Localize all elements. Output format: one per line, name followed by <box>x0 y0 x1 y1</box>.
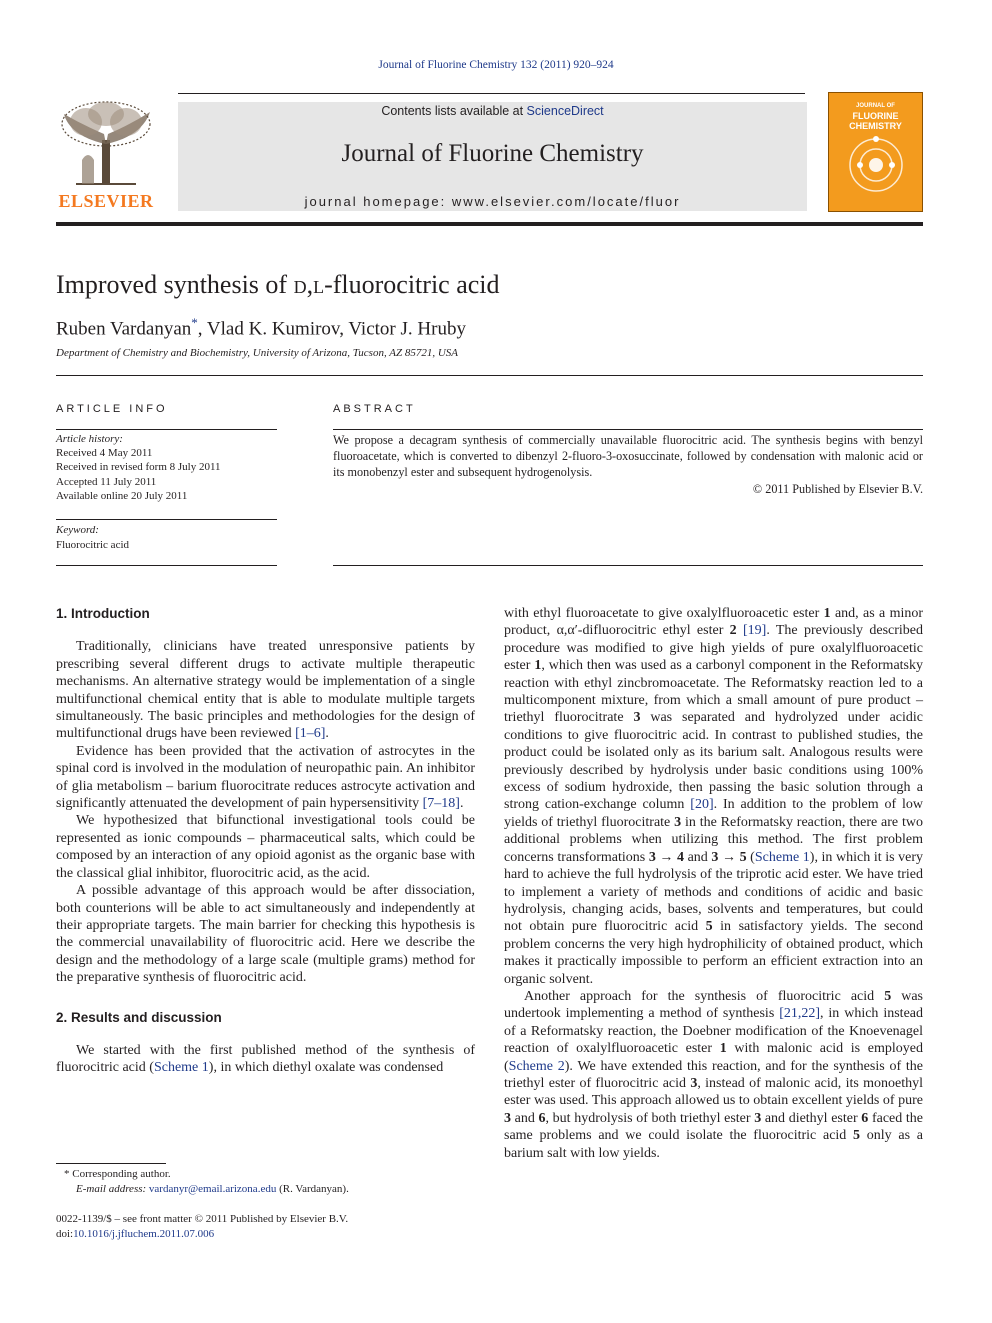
paragraph-text: ). We have extended this reaction, and for the synthesis of the triethyl ester of fluorocitric acid <box>504 1058 923 1091</box>
header-rule <box>56 222 923 226</box>
citation-link[interactable]: [21,22] <box>779 1006 821 1022</box>
history-label: Article history: <box>56 433 123 445</box>
elsevier-wordmark: ELSEVIER <box>58 191 154 211</box>
journal-title: Journal of Fluorine Chemistry <box>341 140 644 167</box>
compound-number: 3 <box>648 849 656 865</box>
email-label: E-mail address: <box>76 1182 147 1195</box>
section-heading: 1. Introduction <box>56 606 150 621</box>
paragraph-text: Traditionally, clinicians have treated unresponsive patients by prescribing several different drugs to activate multiple therapeutic mechanisms. An alternative strategy would be implementation of a single multifunctional chemical entity that is able to modulate multiple targets simultaneously. The basic principles and methodologies for the design of multifunctional drugs have been reviewed <box>56 639 475 742</box>
elsevier-logo[interactable] <box>56 100 156 212</box>
divider <box>333 565 923 566</box>
compound-number: 1 <box>534 658 542 674</box>
scheme-link[interactable]: Scheme 2 <box>508 1058 565 1074</box>
paragraph-text: . In addition to the problem of low yields of triethyl fluorocitrate <box>504 797 923 830</box>
section-heading: 2. Results and discussion <box>56 1009 222 1025</box>
doi-link[interactable]: 10.1016/j.jfluchem.2011.07.006 <box>73 1227 215 1240</box>
issn-line: 0022-1139/$ – see front matter © 2011 Published by Elsevier B.V. <box>56 1213 349 1225</box>
citation-link[interactable]: [19] <box>742 623 767 639</box>
title-part: Improved synthesis of <box>56 270 294 299</box>
arrow: → <box>659 849 674 865</box>
footnote-mark: * <box>64 1168 70 1180</box>
paragraph-text: We started with the first published method of the synthesis of fluorocitric acid ( <box>56 1042 475 1076</box>
front-matter <box>56 1212 348 1241</box>
author-names: , Vlad K. Kumirov, Victor J. Hruby <box>197 318 466 340</box>
paragraph: Evidence has been provided that the activation of astrocytes in the spinal cord is involved in the modulation of neuropathic pain. An inhibitor of glia metabolism – barium fluorocitrate reduces astrocyte activation and significantly attenuated the development of pain hypersensitivity [7–18]. <box>56 743 475 812</box>
corresponding-author-note <box>56 1167 349 1182</box>
paragraph-text: with malonic acid is employed ( <box>504 1041 924 1074</box>
journal-header <box>178 102 807 211</box>
paragraph-text: and <box>687 849 708 865</box>
footnote-rule <box>56 1163 166 1164</box>
paragraph <box>56 1042 475 1077</box>
compound-number: 5 <box>705 919 713 935</box>
compound-number: 3 <box>504 1110 511 1126</box>
scheme-link[interactable]: Scheme 1 <box>754 849 810 865</box>
history-item: Available online 20 July 2011 <box>56 489 188 502</box>
paragraph-text: ), in which it is very hard to achieve the full hydrolysis of the triprotic acid ester. We have tried to implement a variety of methods and conditions of acidic and basic hydrolysis, changing acids, bases, solvents and temperatures, but could not obtain pure fluorocitric acid <box>504 849 924 935</box>
footnote-text: Corresponding author. <box>72 1168 171 1180</box>
corresponding-author-mark[interactable]: * <box>191 315 198 330</box>
title-part: -fluorocitric acid <box>324 270 500 299</box>
paragraph-text: only as a barium salt with low yields. <box>504 1128 924 1161</box>
paragraph-text: was undertook implementing a method of synthesis <box>504 988 923 1022</box>
compound-number: 5 <box>884 988 892 1004</box>
paragraph-text: , in which instead of a Reformatsky reaction, the Doebner modification of the Knoevenagel reaction of oxalylfluoroacetic ester <box>504 1006 923 1057</box>
citation-link[interactable]: [1–6] <box>295 726 326 742</box>
paragraph-text: ), in which diethyl oxalate was condensed <box>208 1060 444 1076</box>
homepage-label: journal homepage: <box>304 194 452 209</box>
compound-number: 4 <box>677 849 684 865</box>
footnote <box>56 1167 349 1196</box>
compound-number: 1 <box>823 606 831 621</box>
abstract <box>333 432 923 497</box>
paragraph-text: . The previously described procedure was modified to give high yields of pure oxalylfluoroacetic ester <box>504 623 923 674</box>
compound-number: 3 <box>711 849 719 865</box>
compound-number: 3 <box>633 710 641 726</box>
title-smallcaps: d,l <box>293 270 325 299</box>
compound-number: 6 <box>538 1110 546 1126</box>
body-column-right <box>504 605 923 1162</box>
paragraph-text: Evidence has been provided that the activation of astrocytes in the spinal cord is involved in the modulation of neuropathic pain. An inhibitor of glia metabolism – barium fluorocitrate reduces astrocyte activation and significantly attenuated the development of pain hypersensitivity <box>56 743 475 812</box>
cover-title-line: JOURNAL OF <box>856 103 895 109</box>
top-rule <box>178 93 805 94</box>
email-line <box>56 1182 349 1197</box>
tree-icon <box>56 100 156 188</box>
compound-number: 3 <box>690 1075 698 1091</box>
paragraph-text: was separated and hydrolyzed under acidic conditions to give fluorocitric acid. In contrast to published studies, the product could be isolated only as its barium salt. Analogous results were previously described by hydrolysis under basic conditions using 100% excess of sodium hydroxide, then passing the basic solution through a strong cation-exchange column <box>504 710 923 813</box>
divider <box>56 565 277 566</box>
keyword-label: Keyword: <box>56 524 99 536</box>
abstract-copyright: © 2011 Published by Elsevier B.V. <box>752 481 923 496</box>
contents-prefix: Contents lists available at <box>381 104 527 118</box>
abstract-body: We propose a decagram synthesis of commercially unavailable fluorocitric acid. The synthesis begins with benzyl fluoroacetate, which is converted to dibenzyl 2-fluoro-3-oxosuccinate, followed by condensation with malonic acid or its monobenzyl ester and subsequent hydrogenolysis. <box>333 433 923 480</box>
journal-reference[interactable]: Journal of Fluorine Chemistry 132 (2011) 920–924 <box>378 59 614 71</box>
doi-label: doi: <box>56 1227 74 1240</box>
citation-link[interactable]: [7–18] <box>422 796 460 812</box>
atom-icon <box>846 135 906 195</box>
paragraph <box>504 605 923 988</box>
body-column-left <box>56 605 475 1077</box>
paragraph-text: and <box>514 1110 535 1126</box>
compound-number: 3 <box>674 814 682 830</box>
email-owner: (R. Vardanyan). <box>279 1182 349 1195</box>
paragraph-text: , instead of malonic acid, its monoethyl ester was used. This approach allowed us to obtain excellent yields of pure <box>504 1075 923 1109</box>
scheme-link[interactable]: Scheme 1 <box>153 1060 209 1076</box>
author-name: Ruben Vardanyan <box>56 318 192 340</box>
keyword: Fluorocitric acid <box>56 538 130 551</box>
paragraph-text: Another approach for the synthesis of fluorocitric acid <box>524 988 885 1004</box>
email-link[interactable]: vardanyr@email.arizona.edu <box>148 1182 277 1195</box>
paragraph: We hypothesized that bifunctional investigational tools could be represented as ionic compounds – pharmaceutical salts, which could be composed by an interaction of any opioid agonist as the organic base with the classical glial inhibitor, fluorocitric acid, as the acid. <box>56 813 475 881</box>
citation-link[interactable]: [20] <box>690 797 714 813</box>
sciencedirect-link[interactable]: ScienceDirect <box>526 104 604 118</box>
paragraph-text: with ethyl fluoroacetate to give oxalylfluoroacetic ester <box>504 606 824 621</box>
compound-number: 5 <box>853 1128 861 1144</box>
cover-title-line: CHEMISTRY <box>849 121 902 131</box>
keywords <box>56 523 129 552</box>
paragraph-text: faced the same problems and we could isolate the fluorocitric acid <box>504 1110 923 1144</box>
paragraph: Traditionally, clinicians have treated unresponsive patients by prescribing several different drugs to activate multiple therapeutic mechanisms. An alternative strategy would be implementation of a single multifunctional chemical entity that is able to modulate multiple targets simultaneously. The basic principles and methodologies for the design of multifunctional drugs have been reviewed [1–6]. <box>56 639 475 742</box>
divider <box>56 519 277 520</box>
doi-line <box>56 1227 348 1242</box>
history-item: Received 4 May 2011 <box>56 447 153 460</box>
affiliation: Department of Chemistry and Biochemistry, University of Arizona, Tucson, AZ 85721, USA <box>56 347 458 359</box>
paragraph-text: ( <box>746 849 755 865</box>
paragraph-text: , which then was used as a carbonyl component in the Reformatsky reaction with ethyl zincbromoacetate. The Reformatsky reaction led to a multicomponent mixture, from which a small amount of pure product – triethyl fluorocitrate <box>504 658 923 726</box>
paragraph-text: in satisfactory yields. The second problem concerns the very high hydrophilicity of obtained product, which makes it practically impossible to perform an efficient extraction into an organic solvent. <box>504 919 923 987</box>
compound-number: 6 <box>861 1110 869 1126</box>
compound-number: 2 <box>729 623 737 639</box>
paragraph-text: and diethyl ester <box>761 1110 862 1126</box>
article-history <box>56 432 221 503</box>
compound-number: 1 <box>719 1041 727 1057</box>
paragraph: A possible advantage of this approach would be after dissociation, both counterions will be able to act simultaneously and independently at their appropriate targets. The main barrier for checking this hypothesis is the commercial unavailability of fluorocitric acid. Here we describe the design and the methodology of a large scale (multiple grams) method for the preparative synthesis of fluorocitric acid. <box>56 883 475 986</box>
article-info-heading: ARTICLE INFO <box>56 403 168 415</box>
compound-number: 3 <box>754 1110 762 1126</box>
cover-title <box>829 101 922 131</box>
journal-homepage <box>178 194 807 209</box>
divider <box>56 375 923 376</box>
divider <box>56 429 277 430</box>
divider <box>333 429 923 430</box>
arrow: → <box>722 849 736 865</box>
homepage-link[interactable]: www.elsevier.com/locate/fluor <box>451 194 681 209</box>
contents-line <box>178 104 807 118</box>
abstract-heading: ABSTRACT <box>333 403 416 415</box>
paragraph <box>504 988 923 1162</box>
compound-number: 5 <box>739 849 747 865</box>
author-list <box>56 315 466 340</box>
history-item: Received in revised form 8 July 2011 <box>56 461 221 474</box>
paragraph-text: , but hydrolysis of both triethyl ester <box>545 1110 755 1126</box>
journal-cover[interactable] <box>828 92 923 212</box>
article-title <box>56 270 500 300</box>
history-item: Accepted 11 July 2011 <box>56 475 157 488</box>
paragraph-text: in the Reformatsky reaction, there are two additional problems when utilizing this method. The first problem concerns transformations <box>504 814 923 865</box>
cover-title-line: FLUORINE <box>852 111 899 121</box>
paragraph-text: and, as a minor product, α,α′-difluorocitric ethyl ester <box>504 606 924 639</box>
